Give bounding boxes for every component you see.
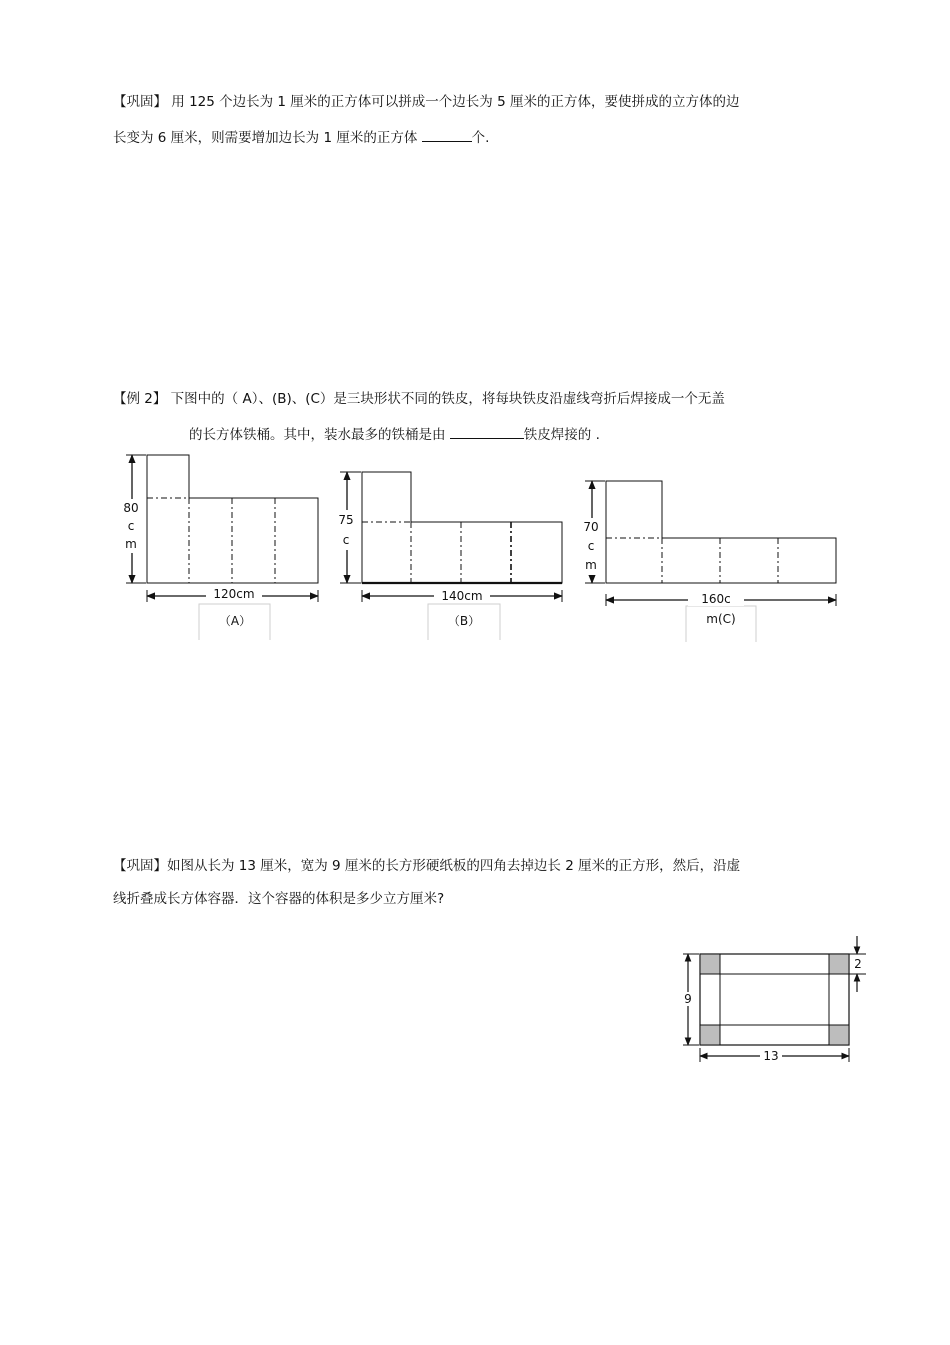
figure-c-width-label: 160c: [688, 592, 744, 606]
figure-a-caption: （A）: [218, 614, 252, 628]
figure3-corner-label: 2: [854, 957, 862, 971]
height-label-line: m: [125, 537, 137, 551]
figure3-height-label: 9: [680, 992, 696, 1006]
figure3-width-label: 13: [760, 1049, 782, 1063]
problem1-line1: 【巩固】 用 125 个边长为 1 厘米的正方体可以拼成一个边长为 5 厘米的正方体，要使拼成的立方体的边: [113, 94, 740, 110]
problem2-line1: 【例 2】 下图中的（ A）、(B)、(C）是三块形状不同的铁皮，将每块铁皮沿虚线弯折后焊接成一个无盖: [113, 391, 725, 407]
sheet-outline: [362, 472, 562, 583]
height-label-line: c: [587, 539, 595, 553]
problem2-line2-text: 的长方体铁桶。其中，装水最多的铁桶是由: [189, 427, 450, 443]
sheet-outline: [606, 481, 836, 583]
problem1-line2-text: 长变为 6 厘米，则需要增加边长为 1 厘米的正方体: [113, 130, 422, 146]
figure-a-height-label: [118, 499, 144, 553]
problem3-line2: 线折叠成长方体容器．这个容器的体积是多少立方厘米?: [113, 891, 445, 907]
height-label-line: c: [127, 519, 135, 533]
problem3-line1: 【巩固】如图从长为 13 厘米，宽为 9 厘米的长方形硬纸板的四角去掉边长 2 厘米的正方形，然后，沿虚: [113, 858, 741, 874]
figure-c-height-label: [579, 518, 603, 575]
height-label-line: 70: [583, 520, 599, 534]
figure-a-width-label: 120cm: [206, 587, 262, 601]
problem1-line2-end: 个.: [471, 130, 490, 146]
figure-b-height-label: [334, 510, 358, 550]
height-label-line: 80: [123, 501, 139, 515]
height-label-line: m: [585, 558, 597, 572]
figure-c-caption: m(C): [706, 612, 736, 626]
problem2-line2-end: 铁皮焊接的 .: [523, 427, 600, 443]
height-label-line: c: [342, 533, 350, 547]
figure-b-caption: （B）: [447, 614, 481, 628]
figure-b-width-label: 140cm: [434, 589, 490, 603]
height-label-line: 75: [338, 513, 354, 527]
